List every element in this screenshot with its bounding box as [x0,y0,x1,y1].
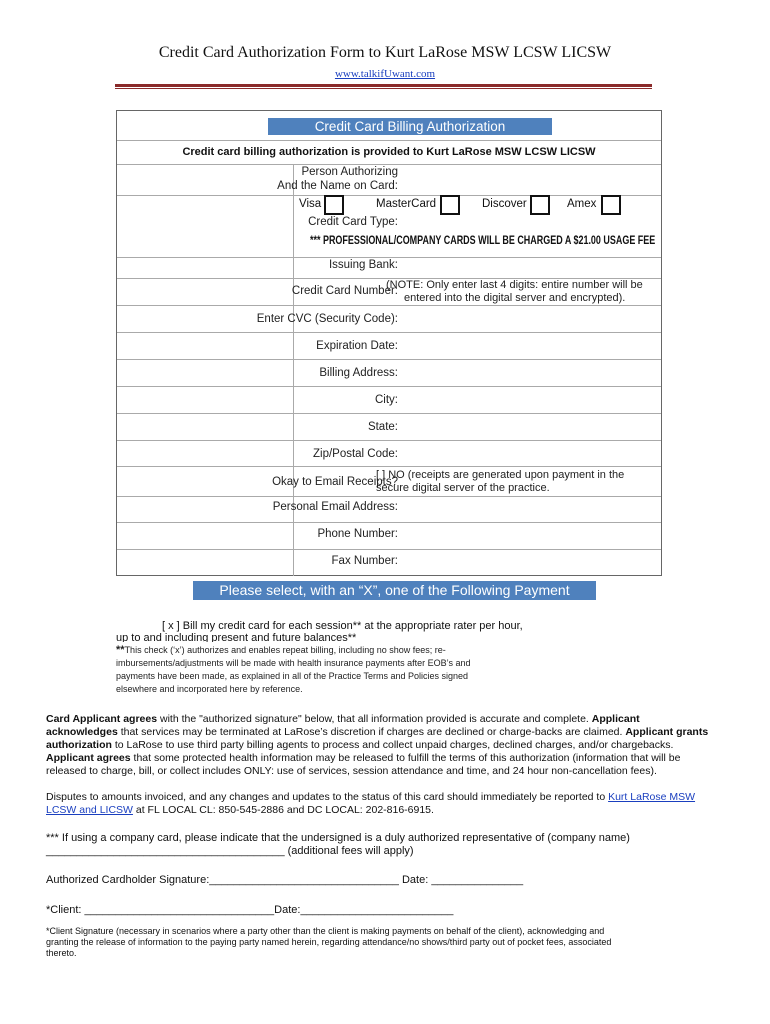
terms-t5: released to charge, bill, or collect includes ONLY: use of services, session attendance and time, and 24 hour non-cancellation fees). [46,765,657,777]
personal-email-label: Personal Email Address: [272,501,398,513]
city-label: City: [375,394,398,406]
column-divider [293,165,294,576]
terms-b6: Applicant agrees [46,752,131,764]
discover-label: Discover [482,198,527,210]
payment-options-banner: Please select, with an “X”, one of the Following Payment Options: [193,581,596,600]
visa-checkbox[interactable] [324,195,344,215]
website-link[interactable]: www.talkifUwant.com [334,68,436,80]
phone-label: Phone Number: [317,528,398,540]
zip-label: Zip/Postal Code: [312,448,398,460]
client-signature-note [46,926,726,959]
billing-authorization-banner: Credit Card Billing Authorization [268,118,552,135]
terms-b3: acknowledges [46,726,118,738]
terms-b2: Applicant [591,713,640,725]
check-note-1: This check (‘x’) authorizes and enables repeat billing, including no show fees; re- [124,645,446,655]
cvc-label: Enter CVC (Security Code): [256,313,398,325]
terms-t3: to LaRose to use third party billing agents to process and collect unpaid charges, declined charges, and/or chargebacks. [111,739,674,751]
terms-t2: that services may be terminated at LaRose’s discretion if charges are declined or charge-backs are claimed. [117,726,626,738]
payment-option-bill-session[interactable]: [ x ] Bill my credit card for each session** at the appropriate rater per hour, [162,620,523,632]
terms-t1: with the "authorized signature" below, that all information provided is accurate and complete. [157,713,592,725]
email-receipts-label: Okay to Email Receipts? [272,476,398,488]
client-signature-line[interactable]: *Client: _______________________________Date:_________________________ [46,904,454,916]
contact-link-2[interactable]: LCSW and LICSW [46,804,133,816]
card-number-note-2: entered into the digital server and encrypted). [404,292,626,304]
expiration-label: Expiration Date: [316,340,398,352]
fax-label: Fax Number: [331,555,398,567]
terms-b5: authorization [46,739,112,751]
client-note-3: thereto. [46,948,77,958]
terms-t4: that some protected health information may be released to fulfill the terms of this authorization (information that will be [130,752,681,764]
client-note-2: granting the release of information to the paying party named herein, regarding attendance/no shows/third party out of pocket fees, associated [46,937,612,947]
disputes-paragraph [46,791,726,817]
company-card-notice [46,832,726,858]
card-type-label: Credit Card Type: [308,216,398,228]
payment-option-line-2: up to and including present and future balances** [116,632,357,642]
disputes-t1: Disputes to amounts invoiced, and any changes and updates to the status of this card should immediately be reported to [46,791,609,803]
provided-to-line: Credit card billing authorization is provided to Kurt LaRose MSW LCSW LICSW [182,146,596,158]
discover-checkbox[interactable] [530,195,550,215]
terms-b4: Applicant grants [625,726,709,738]
company-line-1: *** If using a company card, please indicate that the undersigned is a duly authorized representative of (company name) [46,832,630,844]
mastercard-label: MasterCard [376,198,437,210]
contact-link-1[interactable]: Kurt LaRose MSW [608,791,696,803]
repeat-billing-note [116,644,526,696]
page-title: Credit Card Authorization Form to Kurt LaRose MSW LCSW LICSW [158,44,612,61]
disputes-t2: at FL LOCAL CL: 850-545-2886 and DC LOCAL: 202-816-6915. [132,804,434,816]
company-line-2[interactable]: _______________________________________ (additional fees will apply) [46,845,414,857]
terms-b1: Card Applicant agrees [46,713,158,725]
terms-paragraph [46,713,726,778]
note-stars: ** [116,644,125,656]
email-receipts-note-2: secure digital server of the practice. [376,482,550,494]
issuing-bank-label: Issuing Bank: [328,259,398,271]
usage-fee-notice: *** PROFESSIONAL/COMPANY CARDS WILL BE CHARGED A $21.00 USAGE FEE [310,235,656,247]
email-receipts-note-1[interactable]: [ ] NO (receipts are generated upon payment in the [376,469,625,481]
card-number-note-1: (NOTE: Only enter last 4 digits: entire number will be [386,279,643,291]
cardholder-signature-line[interactable]: Authorized Cardholder Signature:_______________________________ Date: _______________ [46,874,524,886]
client-note-1: *Client Signature (necessary in scenarios where a party other than the client is making payments on behalf of the client), acknowledging and [46,926,605,936]
name-on-card-label: And the Name on Card: [277,180,398,192]
billing-address-label: Billing Address: [319,367,398,379]
person-authorizing-label: Person Authorizing [301,166,398,178]
check-note-3: payments have been made, as explained in all of the Practice Terms and Policies signed [116,671,469,681]
check-note-4: elsewhere and incorporated here by reference. [116,684,303,694]
mastercard-checkbox[interactable] [440,195,460,215]
amex-checkbox[interactable] [601,195,621,215]
card-number-label: Credit Card Number: [291,285,398,297]
visa-label: Visa [299,198,322,210]
title-divider [115,84,652,89]
check-note-2: imbursements/adjustments will be made with health insurance payments after EOB’s and [116,658,471,668]
amex-label: Amex [567,198,597,210]
state-label: State: [367,421,398,433]
